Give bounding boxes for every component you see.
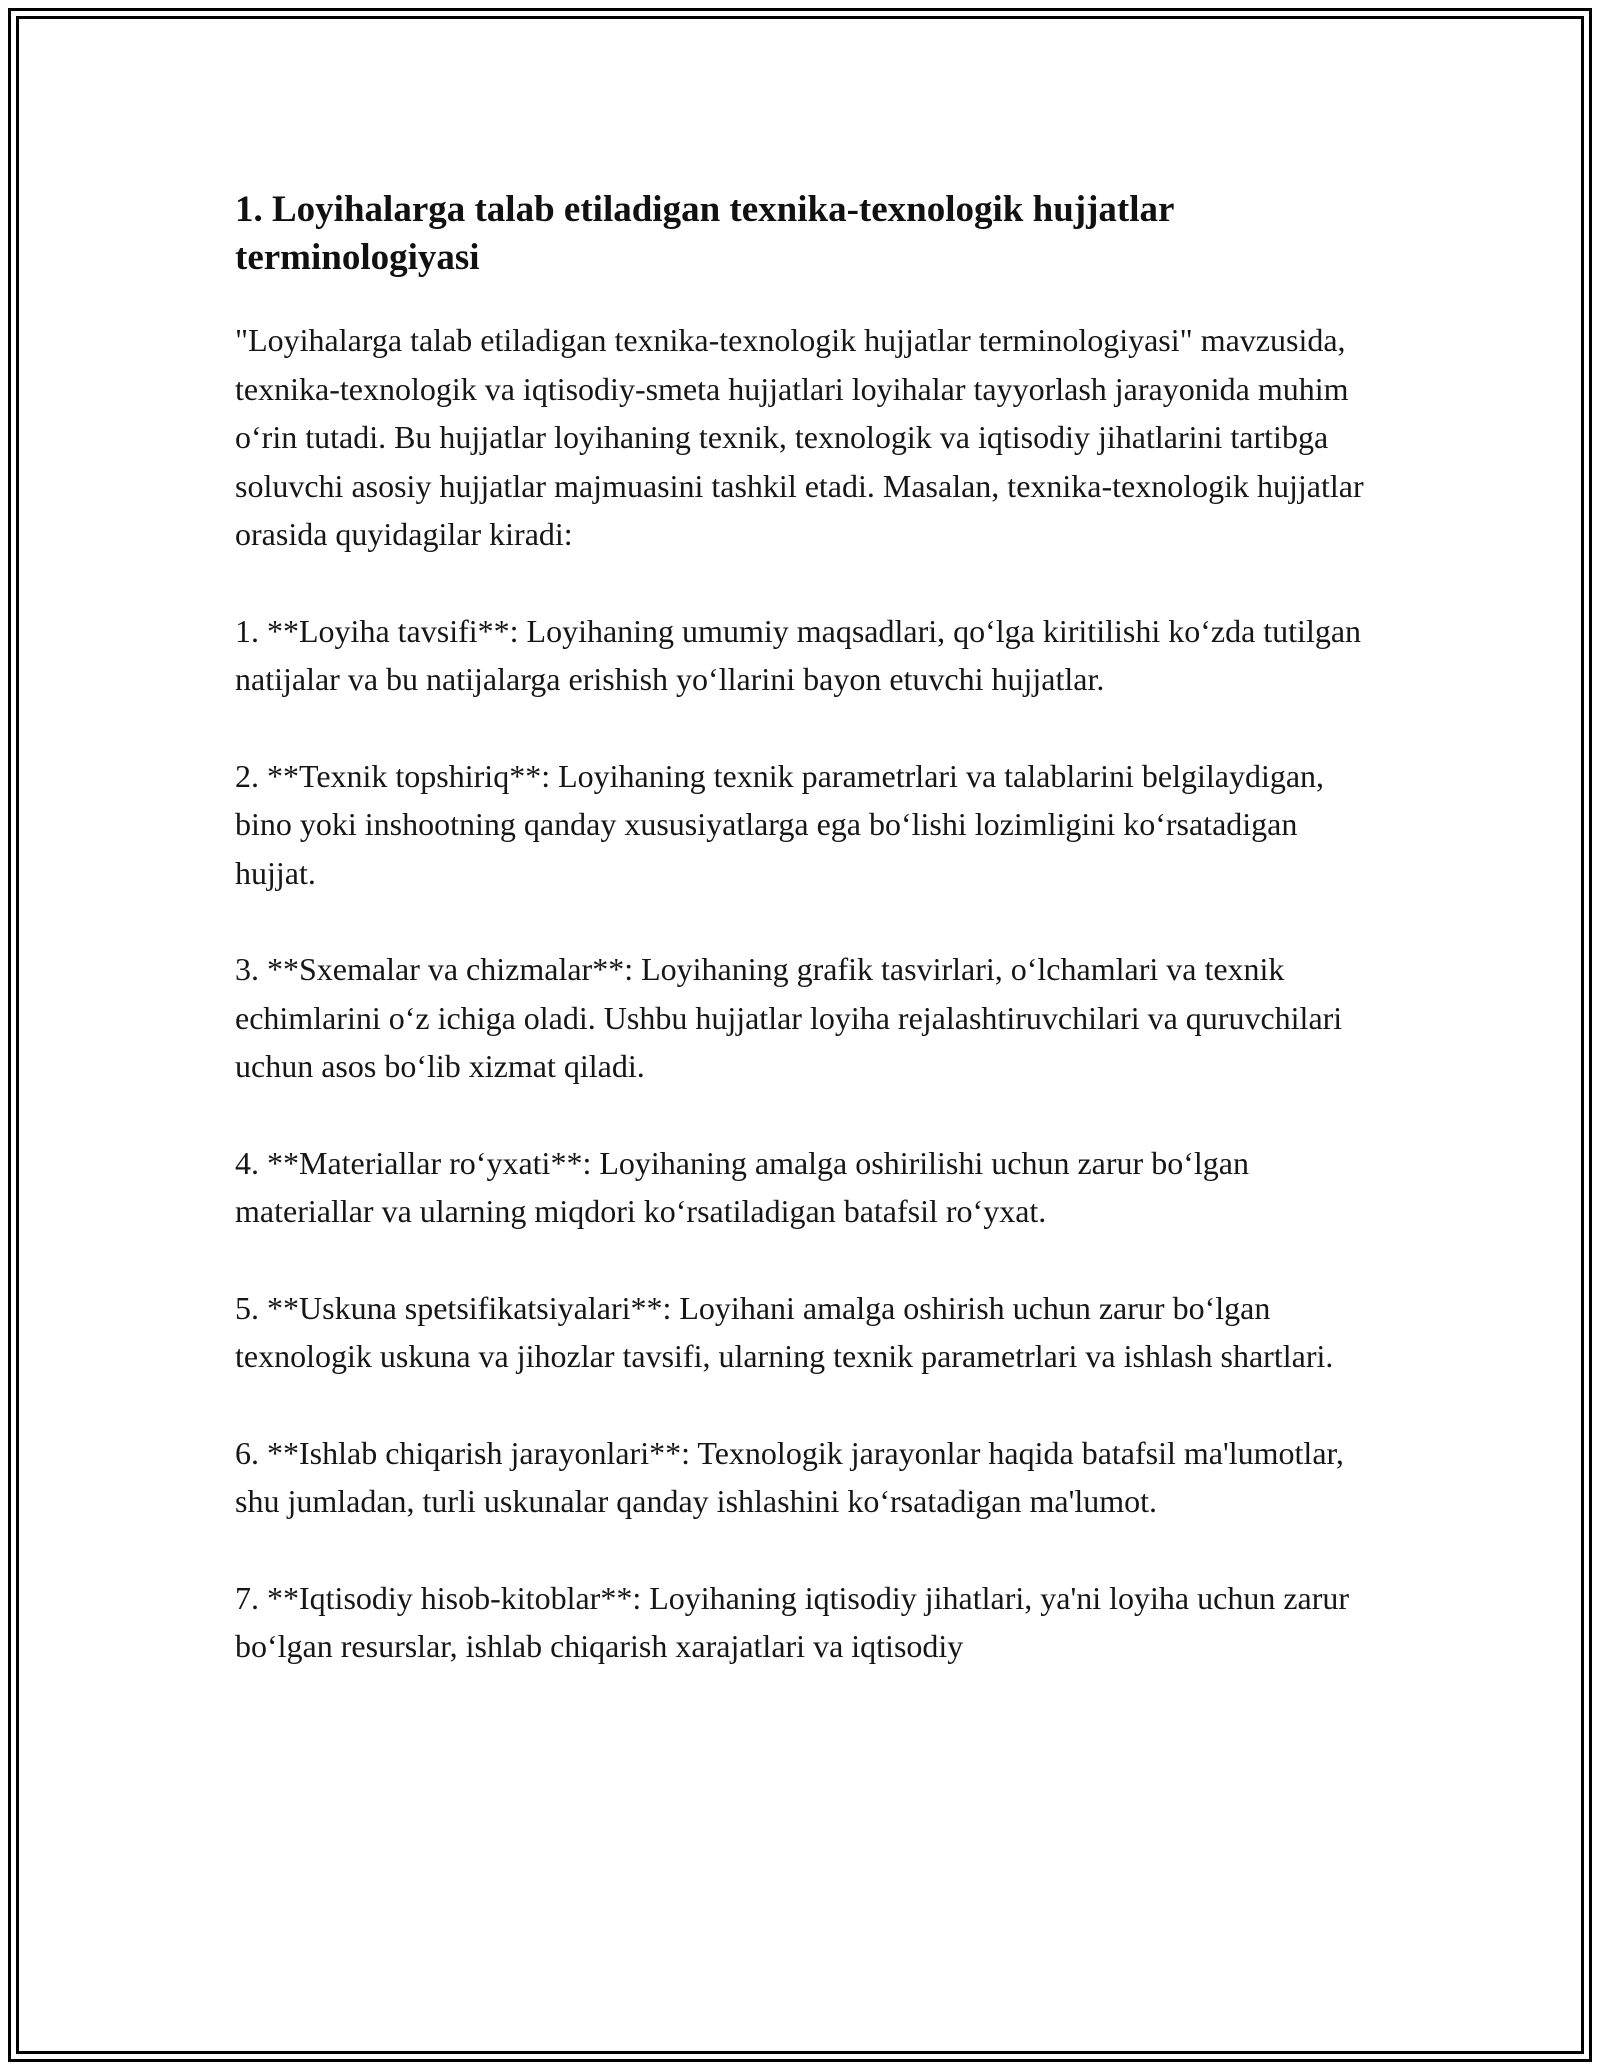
list-item-texnik-topshiriq: 2. **Texnik topshiriq**: Loyihaning texnik parametrlari va talablarini belgilaydigan, bino yoki inshootning qanday xususiyatlarga ega boʻlishi lozimligini koʻrsatadigan hujjat. [235, 757, 1325, 891]
document-title: 1. Loyihalarga talab etiladigan texnika-texnologik hujjatlar terminologiyasi [235, 189, 1174, 278]
list-item-uskuna-spetsifikatsiyalari: 5. **Uskuna spetsifikatsiyalari**: Loyihani amalga oshirish uchun zarur boʻlgan texnologik uskuna va jihozlar tavsifi, ularning texnik parametrlari va ishlash shartlari. [235, 1289, 1334, 1374]
document-body [235, 186, 1375, 1719]
list-item-iqtisodiy-hisob-kitoblar: 7. **Iqtisodiy hisob-kitoblar**: Loyihaning iqtisodiy jihatlari, ya'ni loyiha uchun zarur boʻlgan resurslar, ishlab chiqarish xarajatlari va iqtisodiy [235, 1579, 1350, 1664]
list-item-ishlab-chiqarish-jarayonlari: 6. **Ishlab chiqarish jarayonlari**: Texnologik jarayonlar haqida batafsil ma'lumotlar, shu jumladan, turli uskunalar qanday ishlashini koʻrsatadigan ma'lumot. [235, 1434, 1344, 1519]
intro-paragraph: "Loyihalarga talab etiladigan texnika-texnologik hujjatlar terminologiyasi" mavzusida, texnika-texnologik va iqtisodiy-smeta hujjatlari loyihalar tayyorlash jarayonida muhim oʻrin tutadi. Bu hujjatlar loyihaning texnik, texnologik va iqtisodiy jihatlarini tartibga soluvchi asosiy hujjatlar majmuasini tashkil etadi. Masalan, texnika-texnologik hujjatlar orasida quyidagilar kiradi: [235, 322, 1364, 552]
list-item-materiallar-royxati: 4. **Materiallar roʻyxati**: Loyihaning amalga oshirilishi uchun zarur boʻlgan materiallar va ularning miqdori koʻrsatiladigan batafsil roʻyxat. [235, 1144, 1249, 1229]
list-item-sxemalar-va-chizmalar: 3. **Sxemalar va chizmalar**: Loyihaning grafik tasvirlari, oʻlchamlari va texnik echimlarini oʻz ichiga oladi. Ushbu hujjatlar loyiha rejalashtiruvchilari va quruvchilari uchun asos boʻlib xizmat qiladi. [235, 951, 1343, 1084]
list-item-loyiha-tavsifi: 1. **Loyiha tavsifi**: Loyihaning umumiy maqsadlari, qoʻlga kiritilishi koʻzda tutilgan natijalar va bu natijalarga erishish yoʻllarini bayon etuvchi hujjatlar. [235, 612, 1362, 697]
